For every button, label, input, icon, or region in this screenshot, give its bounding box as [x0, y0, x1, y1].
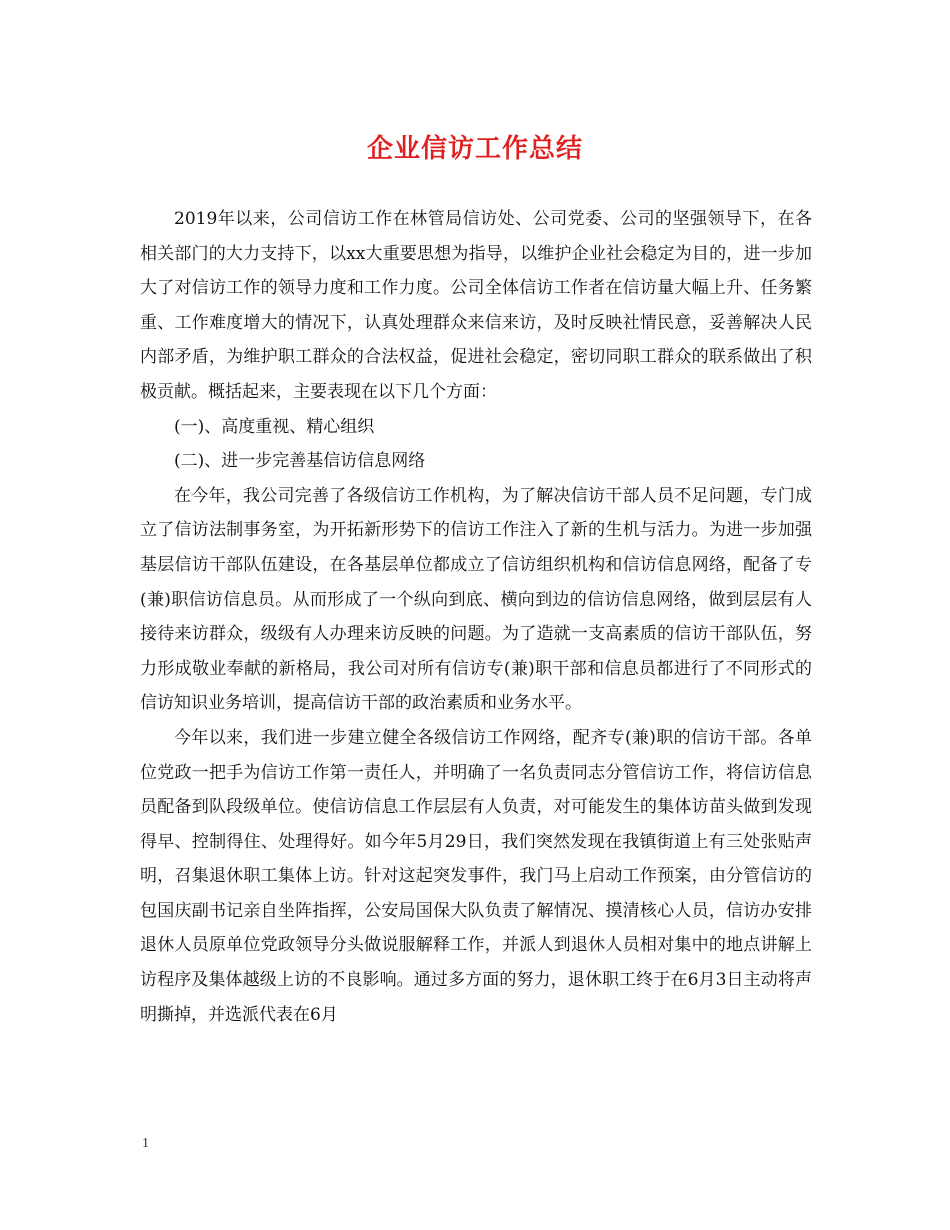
paragraph-network: 在今年，我公司完善了各级信访工作机构，为了解决信访干部人员不足问题，专门成立了信访法制事务室，为开拓新形势下的信访工作注入了新的生机与活力。为进一步加强基层信访干部队伍建设，在各基层单位都成立了信访组织机构和信访信息网络，配备了专(兼)职信访信息员。从而形成了一个纵向到底、横向到边的信访信息网络，做到层层有人接待来访群众，级级有人办理来访反映的问题。为了造就一支高素质的信访干部队伍，努力形成敬业奉献的新格局，我公司对所有信访专(兼)职干部和信息员都进行了不同形式的信访知识业务培训，提高信访干部的政治素质和业务水平。 — [140, 485, 812, 714]
page-number: 1 — [142, 1136, 149, 1151]
section-heading-1: (一)、高度重视、精心组织 — [174, 416, 375, 437]
paragraph-intro: 2019年以来，公司信访工作在林管局信访处、公司党委、公司的坚强领导下，在各相关部门的大力支持下，以xx大重要思想为指导，以维护企业社会稳定为目的，进一步加大了对信访工作的领导力度和工作力度。公司全体信访工作者在信访量大幅上升、任务繁重、工作难度增大的情况下，认真处理群众来信来访，及时反映社情民意，妥善解决人民内部矛盾，为维护职工群众的合法权益，促进社会稳定，密切同职工群众的联系做出了积极贡献。概括起来，主要表现在以下几个方面： — [140, 209, 812, 402]
document-body — [140, 202, 812, 1032]
paragraph-this-year: 今年以来，我们进一步建立健全各级信访工作网络，配齐专(兼)职的信访干部。各单位党政一把手为信访工作第一责任人，并明确了一名负责同志分管信访工作，将信访信息员配备到队段级单位。使信访信息工作层层有人负责，对可能发生的集体访苗头做到发现得早、控制得住、处理得好。如今年5月29日，我们突然发现在我镇街道上有三处张贴声明，召集退休职工集体上访。针对这起突发事件，我门马上启动工作预案，由分管信访的包国庆副书记亲自坐阵指挥，公安局国保大队负责了解情况、摸清核心人员，信访办安排退休人员原单位党政领导分头做说服解释工作，并派人到退休人员相对集中的地点讲解上访程序及集体越级上访的不良影响。通过多方面的努力，退休职工终于在6月3日主动将声明撕掉，并选派代表在6月 — [140, 727, 812, 1025]
section-heading-2: (二)、进一步完善基信访信息网络 — [174, 451, 426, 472]
document-title: 企业信访工作总结 — [366, 134, 583, 164]
